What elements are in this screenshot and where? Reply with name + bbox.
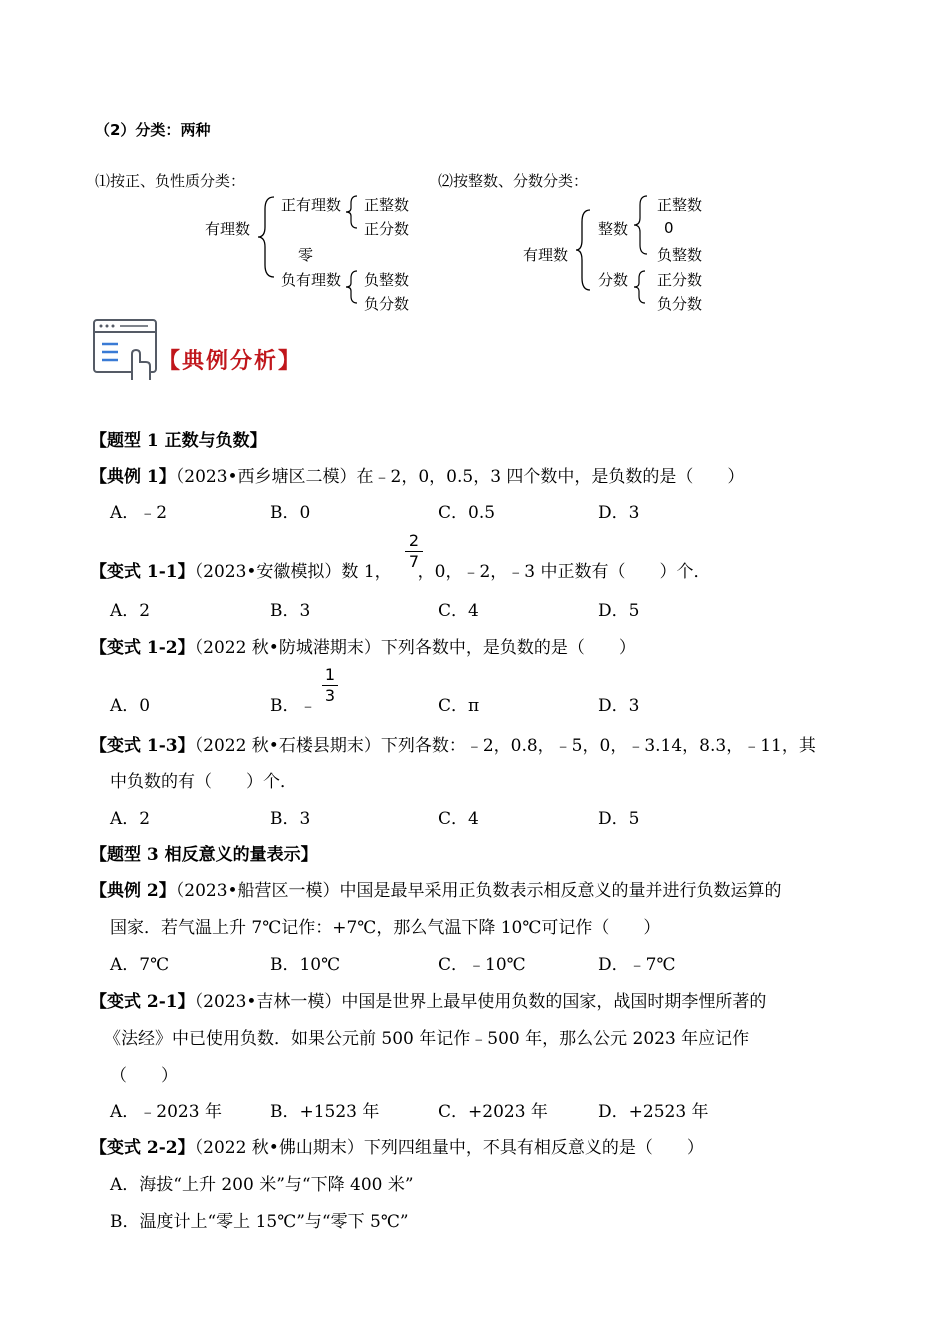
question-tag: 【变式 1-3】 [90,736,195,756]
neg-frac-label: 负分数 [657,295,703,313]
question-tag: 【变式 2-2】 [90,1138,195,1158]
integer-label: 整数 [598,220,629,238]
question-text: （2022 秋•佛山期末）下列四组量中，不具有相反意义的是（ ） [194,1138,704,1158]
question-tag: 【典例 2】 [90,881,176,901]
option-c: C．0.5 [438,503,496,523]
option-a: A．0 [110,696,151,716]
neg-int-label: 负整数 [364,271,410,289]
question-text-continued: ，0，﹣2，﹣3 中正数有（ ）个． [417,562,711,582]
question-tag: 【变式 1-2】 [90,638,195,658]
question-text: （2023•吉林一模）中国是世界上最早使用负数的国家，战国时期李悝所著的 [194,992,767,1012]
option-b: B．+1523 年 [270,1102,380,1122]
section-heading: （2）分类：两种 [95,121,211,139]
question-text: （2023•船营区一模）中国是最早采用正负数表示相反意义的量并进行负数运算的 [175,881,782,901]
banner-label: 【典例分析】 [158,349,303,374]
fraction-1-3 [322,666,338,705]
fraction-numerator: 2 [408,531,420,550]
question-tag: 【典例 1】 [90,467,176,487]
fraction-label: 分数 [598,271,629,289]
topic-heading: 【题型 3 相反意义的量表示】 [90,845,318,865]
neg-int-label: 负整数 [657,246,703,264]
zero-label: 0 [664,219,674,237]
option-a: A．﹣2 [110,503,168,523]
small-brace-icon [345,194,361,230]
neg-rational-label: 负有理数 [281,271,342,289]
fraction-numerator: 1 [324,665,336,684]
option-c: C．π [438,696,480,716]
option-b: B．3 [270,809,311,829]
option-d: D．+2523 年 [598,1102,709,1122]
pos-frac-label: 正分数 [657,271,703,289]
question-text: （2022 秋•防城港期末）下列各数中，是负数的是（ ） [194,638,636,658]
root-label: 有理数 [523,246,569,264]
option-d: D．5 [598,809,640,829]
option-c: C．4 [438,809,479,829]
browser-pointer-icon [92,318,162,384]
fraction-2-7 [405,532,423,571]
question-tag: 【变式 1-1】 [90,562,195,582]
fraction-denominator: 3 [324,686,336,705]
small-brace-icon [633,269,649,305]
big-brace-icon [574,208,594,292]
option-b: B．0 [270,503,311,523]
question-tag: 【变式 2-1】 [90,992,195,1012]
option-d: D．3 [598,696,640,716]
option-d: D．5 [598,601,640,621]
option-d: D．﹣7℃ [598,955,676,975]
neg-frac-label: 负分数 [364,295,410,313]
fraction-denominator: 7 [408,552,420,571]
pos-rational-label: 正有理数 [281,196,342,214]
classification-title: ⑵按整数、分数分类： [438,172,589,190]
pos-int-label: 正整数 [657,196,703,214]
small-brace-icon [345,269,361,305]
question-text: （2023•西乡塘区二模）在﹣2，0，0.5，3 四个数中，是负数的是（ ） [175,467,745,487]
option-a: A．2 [110,809,151,829]
option-d: D．3 [598,503,640,523]
small-brace-icon [633,194,651,256]
classification-title: ⑴按正、负性质分类： [95,172,246,190]
question-text-line2: 中负数的有（ ）个． [110,772,297,792]
option-a: A．海拔“上升 200 米”与“下降 400 米” [110,1175,414,1195]
big-brace-icon [256,195,278,279]
option-c: C．+2023 年 [438,1102,548,1122]
question-text: （2022 秋•石楼县期末）下列各数：﹣2，0.8，﹣5，0，﹣3.14，8.3，﹣11，其 [194,736,816,756]
pos-int-label: 正整数 [364,196,410,214]
option-b: B．3 [270,601,311,621]
option-a: A．﹣2023 年 [110,1102,222,1122]
question-text-line2: 《法经》中已使用负数．如果公元前 500 年记作﹣500 年，那么公元 2023 年应记作 [104,1029,750,1049]
option-b: B．﹣ [270,696,317,716]
option-b: B．温度计上“零上 15℃”与“零下 5℃” [110,1212,409,1232]
topic-heading: 【题型 1 正数与负数】 [90,431,267,451]
pos-frac-label: 正分数 [364,220,410,238]
option-c: C．4 [438,601,479,621]
zero-label: 零 [298,246,314,264]
question-text-line3: （ ） [110,1066,178,1086]
option-a: A．2 [110,601,151,621]
root-label: 有理数 [205,220,251,238]
question-text: （2023•安徽模拟）数 1， [194,562,392,582]
option-b: B．10℃ [270,955,341,975]
option-c: C．﹣10℃ [438,955,526,975]
question-text-line2: 国家．若气温上升 7℃记作：+7℃，那么气温下降 10℃可记作（ ） [110,918,661,938]
option-a: A．7℃ [110,955,170,975]
